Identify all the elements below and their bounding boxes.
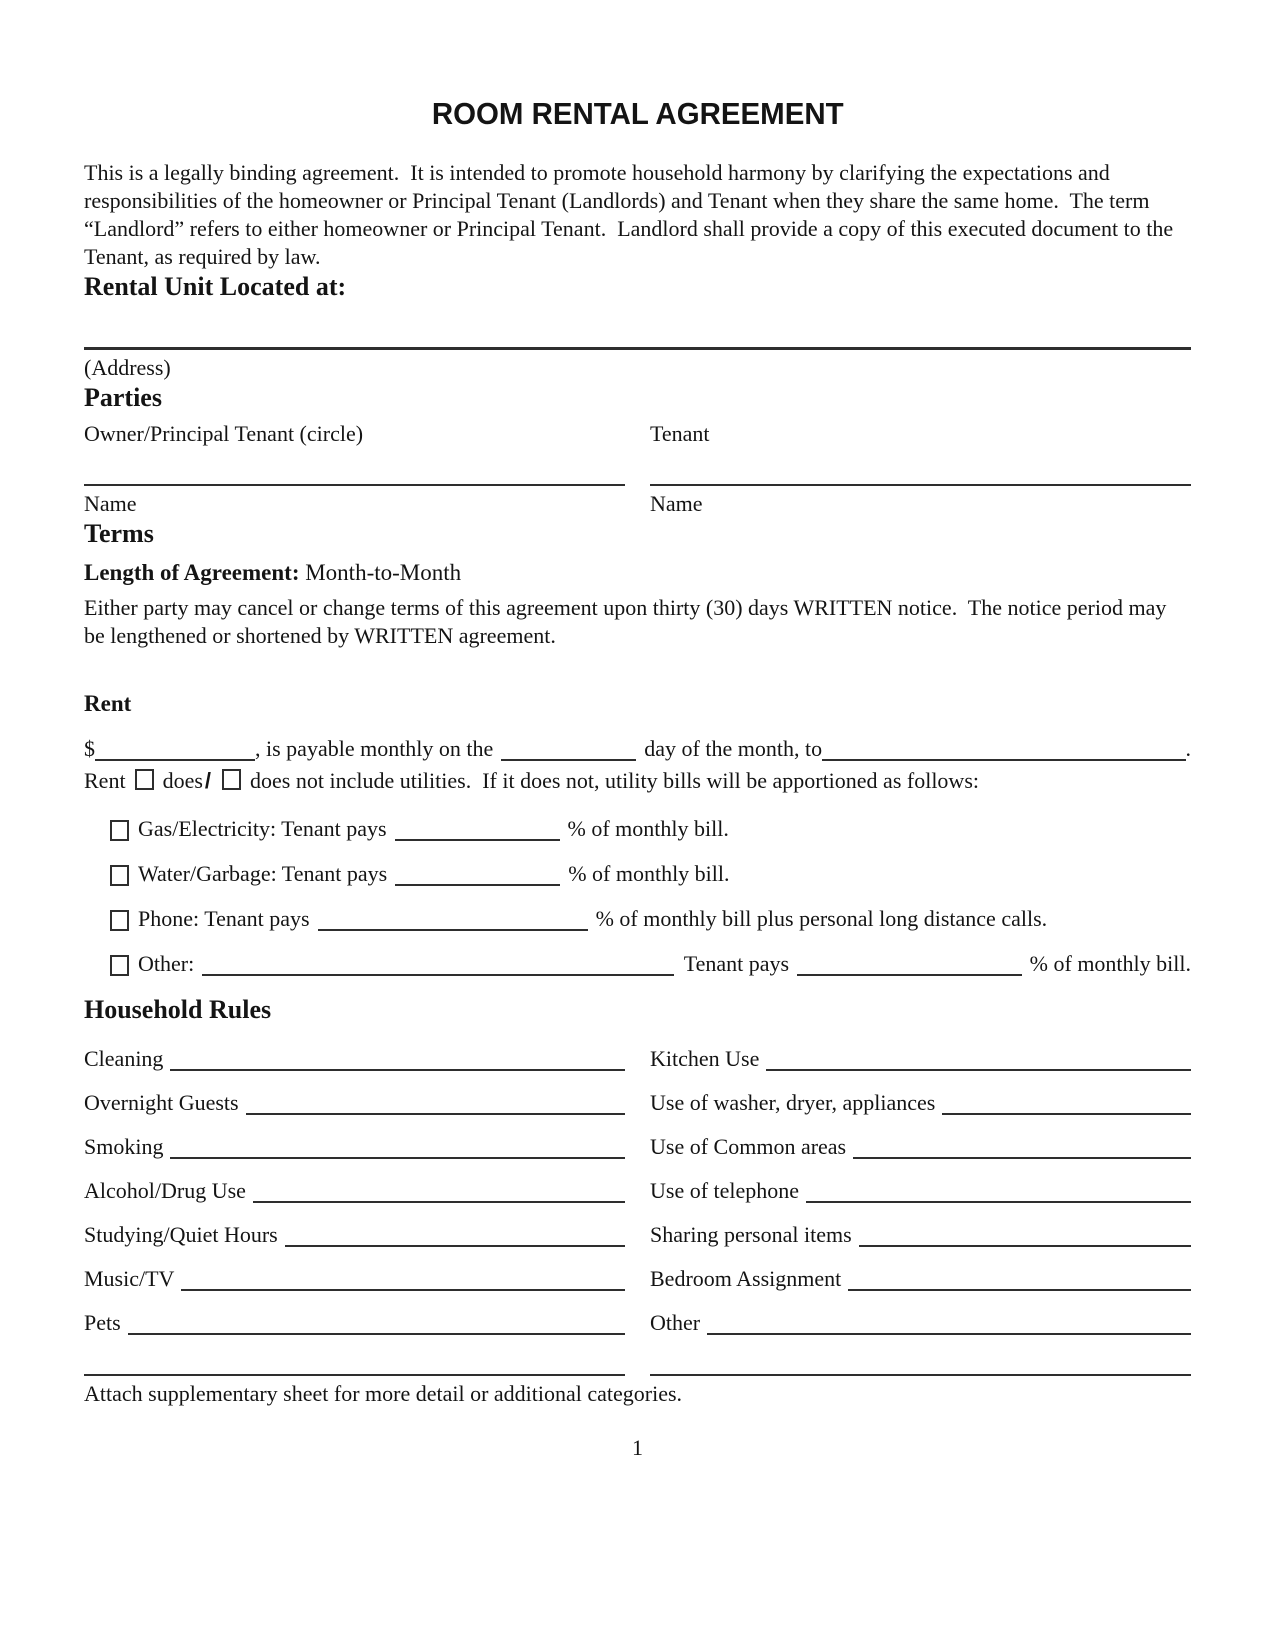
utility-item-water-garbage — [110, 859, 1191, 889]
checkbox-water-garbage[interactable] — [110, 865, 129, 886]
phone-label: Phone: Tenant pays — [138, 906, 310, 931]
rent-does-label: does — [162, 768, 203, 793]
gas-electricity-label: Gas/Electricity: Tenant pays — [138, 816, 387, 841]
rule-telephone-input-line[interactable] — [806, 1200, 1191, 1203]
rule-washer-dryer-input-line[interactable] — [942, 1112, 1191, 1115]
rule-label: Bedroom Assignment — [650, 1266, 842, 1291]
rent-utilities-prefix: Rent — [84, 768, 126, 793]
rule-music-tv-input-line[interactable] — [181, 1288, 625, 1291]
rule-row-alcohol-drug-use — [84, 1162, 625, 1206]
rule-row-music-tv — [84, 1250, 625, 1294]
rule-label: Sharing personal items — [650, 1222, 852, 1247]
continuation-right-input-line[interactable] — [650, 1374, 1191, 1376]
rule-other-input-line[interactable] — [707, 1332, 1191, 1335]
tenant-name-label: Name — [650, 491, 703, 516]
rent-payable-period: . — [1185, 736, 1191, 761]
other-description-input-line[interactable] — [202, 973, 674, 976]
rent-payee-input-line[interactable] — [822, 758, 1185, 761]
currency-symbol: $ — [84, 736, 95, 761]
rule-label: Smoking — [84, 1134, 164, 1159]
checkbox-gas-electricity[interactable] — [110, 820, 129, 841]
rule-alcohol-input-line[interactable] — [253, 1200, 625, 1203]
address-label: (Address) — [84, 355, 171, 380]
rule-bedroom-input-line[interactable] — [848, 1288, 1191, 1291]
utility-item-other — [110, 949, 1191, 979]
parties-heading: Parties — [84, 383, 162, 412]
rent-day-input-line[interactable] — [501, 758, 636, 761]
rule-label: Other — [650, 1310, 701, 1335]
tenant-name-input-line[interactable] — [650, 484, 1191, 486]
water-percent-input-line[interactable] — [395, 883, 560, 886]
rule-row-sharing-personal-items — [650, 1206, 1191, 1250]
rule-kitchen-use-input-line[interactable] — [766, 1068, 1191, 1071]
continuation-left-input-line[interactable] — [84, 1374, 625, 1376]
water-garbage-tail: % of monthly bill. — [568, 861, 730, 886]
rent-payable-text-1: , is payable monthly on the — [255, 736, 494, 761]
household-rules-heading: Household Rules — [84, 995, 272, 1024]
rent-utilities-sentence — [84, 766, 1191, 796]
rule-row-common-areas — [650, 1118, 1191, 1162]
rule-row-telephone — [650, 1162, 1191, 1206]
page-number: 1 — [632, 1435, 643, 1460]
rule-pets-input-line[interactable] — [128, 1332, 625, 1335]
gas-percent-input-line[interactable] — [395, 838, 560, 841]
checkbox-rent-does-not[interactable] — [222, 769, 241, 790]
rule-label: Kitchen Use — [650, 1046, 760, 1071]
owner-principal-tenant-label[interactable]: Owner/Principal Tenant (circle) — [84, 421, 364, 446]
gas-electricity-tail: % of monthly bill. — [567, 816, 729, 841]
owner-name-input-line[interactable] — [84, 484, 625, 486]
utility-item-gas-electricity — [110, 814, 1191, 844]
rent-payable-text-2: day of the month, to — [644, 736, 823, 761]
rule-label: Use of Common areas — [650, 1134, 847, 1159]
utility-apportionment-list — [84, 814, 1191, 979]
slash-separator: / — [204, 768, 212, 793]
other-percent-input-line[interactable] — [797, 973, 1022, 976]
terms-heading: Terms — [84, 519, 154, 548]
water-garbage-label: Water/Garbage: Tenant pays — [138, 861, 388, 886]
rule-row-studying-quiet-hours — [84, 1206, 625, 1250]
checkbox-rent-does[interactable] — [135, 769, 154, 790]
rule-row-pets — [84, 1294, 625, 1338]
page-title: ROOM RENTAL AGREEMENT — [431, 96, 844, 131]
rule-label: Use of washer, dryer, appliances — [650, 1090, 936, 1115]
phone-percent-input-line[interactable] — [318, 928, 588, 931]
household-rules-right-column — [650, 1030, 1191, 1338]
rent-heading: Rent — [84, 691, 132, 716]
rule-label: Studying/Quiet Hours — [84, 1222, 278, 1247]
rule-label: Music/TV — [84, 1266, 175, 1291]
rule-row-other — [650, 1294, 1191, 1338]
rule-row-cleaning — [84, 1030, 625, 1074]
rent-amount-input-line[interactable] — [95, 758, 255, 761]
rule-row-washer-dryer — [650, 1074, 1191, 1118]
rule-row-bedroom-assignment — [650, 1250, 1191, 1294]
rule-cleaning-input-line[interactable] — [170, 1068, 625, 1071]
length-of-agreement-row — [84, 558, 1191, 588]
length-of-agreement-label: Length of Agreement: — [84, 560, 300, 585]
rule-overnight-guests-input-line[interactable] — [246, 1112, 625, 1115]
address-input-line[interactable] — [84, 347, 1191, 350]
rule-sharing-items-input-line[interactable] — [859, 1244, 1191, 1247]
tenant-label: Tenant — [650, 421, 710, 446]
intro-paragraph: This is a legally binding agreement. It is intended to promote household harmony by clarifying the expectations and responsibilities of the homeowner or Principal Tenant (Landlords) and Tenant when they share the same home. The term “Landlord” refers to either homeowner or Principal Tenant. Landlord shall provide a copy of this executed document to the Tenant, as required by law. — [84, 160, 1179, 269]
attach-supplementary-note: Attach supplementary sheet for more detail or additional categories. — [84, 1381, 683, 1406]
other-label: Other: — [138, 951, 195, 976]
owner-name-label: Name — [84, 491, 137, 516]
household-rules-grid — [84, 1030, 1191, 1338]
continuation-lines-row — [84, 1374, 1191, 1376]
rule-label: Alcohol/Drug Use — [84, 1178, 246, 1203]
terms-notice-paragraph: Either party may cancel or change terms of this agreement upon thirty (30) days WRITTEN notice. The notice period may be lengthened or shortened by WRITTEN agreement. — [84, 595, 1172, 648]
length-of-agreement-value: Month-to-Month — [305, 560, 462, 585]
rule-row-smoking — [84, 1118, 625, 1162]
rent-does-not-label: does not include utilities. If it does not, utility bills will be apportioned as follows: — [250, 768, 979, 793]
rental-unit-heading: Rental Unit Located at: — [84, 272, 347, 301]
rule-label: Pets — [84, 1310, 121, 1335]
rule-label: Use of telephone — [650, 1178, 800, 1203]
other-tail: % of monthly bill. — [1029, 951, 1191, 976]
phone-tail: % of monthly bill plus personal long distance calls. — [595, 906, 1048, 931]
rule-smoking-input-line[interactable] — [170, 1156, 625, 1159]
checkbox-other[interactable] — [110, 955, 129, 976]
checkbox-phone[interactable] — [110, 910, 129, 931]
rule-studying-input-line[interactable] — [285, 1244, 625, 1247]
other-mid-label: Tenant pays — [683, 951, 790, 976]
rule-common-areas-input-line[interactable] — [853, 1156, 1191, 1159]
household-rules-left-column — [84, 1030, 625, 1338]
rule-label: Cleaning — [84, 1046, 164, 1071]
utility-item-phone — [110, 904, 1191, 934]
rent-payable-sentence — [84, 734, 1191, 764]
rule-label: Overnight Guests — [84, 1090, 239, 1115]
rule-row-overnight-guests — [84, 1074, 625, 1118]
rule-row-kitchen-use — [650, 1030, 1191, 1074]
